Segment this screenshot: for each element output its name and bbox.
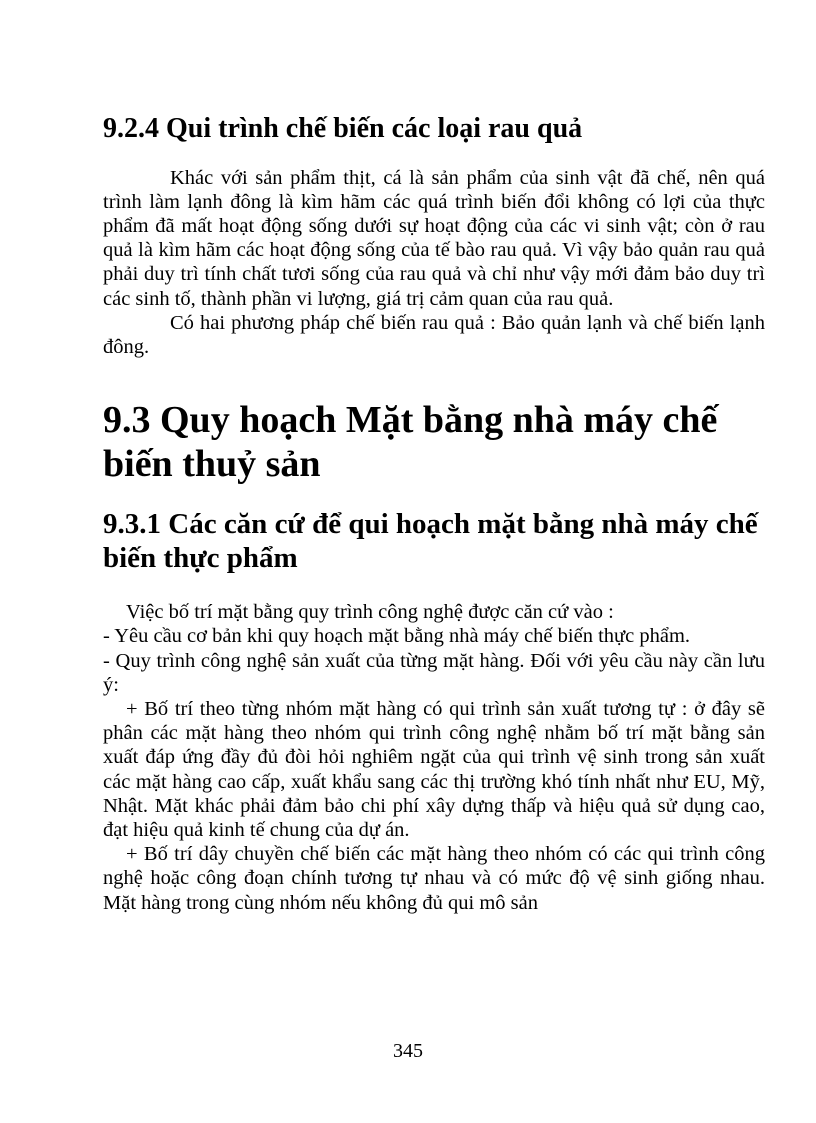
page-content: [103, 112, 765, 915]
paragraph: Việc bố trí mặt bằng quy trình công nghệ được căn cứ vào :: [126, 601, 614, 624]
paragraph: + Bố trí dây chuyền chế biến các mặt hàng theo nhóm có các qui trình công nghệ hoặc công đoạn chính tương tự nhau và có mức độ vệ sinh giống nhau. Mặt hàng trong cùng nhóm nếu không đủ qui mô sản: [103, 843, 765, 914]
paragraph: + Bố trí theo từng nhóm mặt hàng có qui trình sản xuất tương tự : ở đây sẽ phân các mặt hàng theo nhóm qui trình công nghệ nhằm bố trí mặt bằng sản xuất đáp ứng đầy đủ đòi hỏi nghiêm ngặt của qui trình vệ sinh trong sản xuất các mặt hàng cao cấp, xuất khẩu sang các thị trường khó tính nhất như EU, Mỹ, Nhật. Mặt khác phải đảm bảo chi phí xây dựng thấp và hiệu quả sử dụng cao, đạt hiệu quả kinh tế chung của dự án.: [103, 698, 765, 842]
paragraph: - Yêu cầu cơ bản khi quy hoạch mặt bằng nhà máy chế biến thực phẩm.: [103, 625, 691, 648]
chapter-heading-9-3: 9.3 Quy hoạch Mặt bằng nhà máy chế biến thuỷ sản: [103, 399, 718, 485]
section-heading-9-3-1: 9.3.1 Các căn cứ để qui hoạch mặt bằng nhà máy chế biến thực phẩm: [103, 507, 758, 575]
page-number: 345: [393, 1040, 423, 1062]
section-heading-9-2-4: 9.2.4 Qui trình chế biến các loại rau quả: [103, 113, 583, 144]
paragraph: Có hai phương pháp chế biến rau quả : Bảo quản lạnh và chế biến lạnh đông.: [103, 311, 765, 359]
paragraph: - Quy trình công nghệ sản xuất của từng mặt hàng. Đối với yêu cầu này cần lưu ý:: [103, 649, 765, 696]
paragraph: Khác với sản phẩm thịt, cá là sản phẩm của sinh vật đã chế, nên quá trình làm lạnh đông là kìm hãm các quá trình biến đổi không có lợi của thực phẩm đã mất hoạt động sống dưới sự hoạt động của các vi sinh vật; còn ở rau quả là kìm hãm các hoạt động sống của tế bào rau quả. Vì vậy bảo quản rau quả phải duy trì tính chất tươi sống của rau quả và chỉ như vậy mới đảm bảo duy trì các sinh tố, thành phần vi lượng, giá trị cảm quan của rau quả.: [103, 166, 765, 310]
